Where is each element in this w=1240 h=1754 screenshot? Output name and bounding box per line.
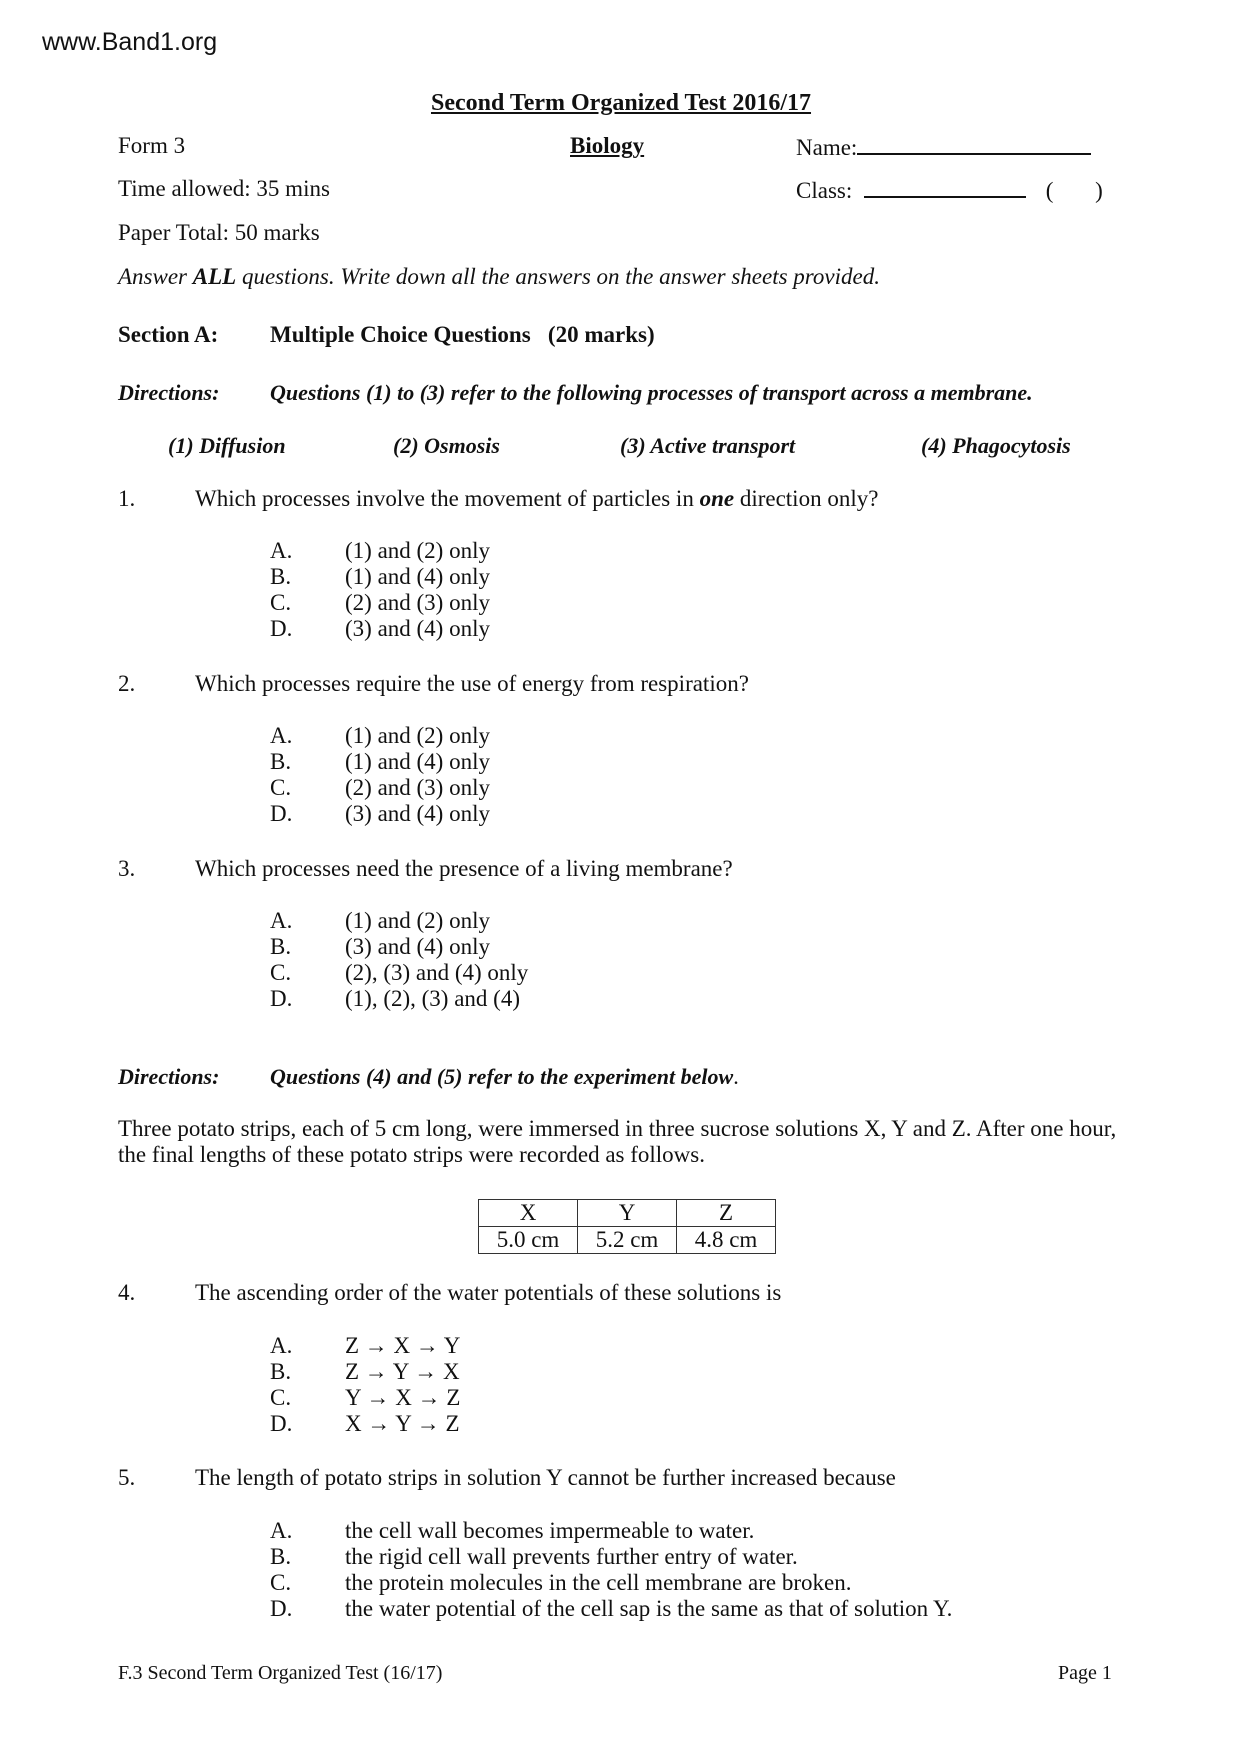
directions-1-label: Directions: xyxy=(118,380,220,405)
directions-2-text: Questions (4) and (5) refer to the experiment below. xyxy=(270,1064,739,1089)
instructions: Answer ALL questions. Write down all the answers on the answer sheets provided. xyxy=(118,264,880,289)
table-header-cell: X xyxy=(479,1200,578,1227)
process-2: (2) Osmosis xyxy=(393,433,500,458)
name-field[interactable] xyxy=(796,133,1091,161)
paper-total: Paper Total: 50 marks xyxy=(118,220,320,245)
question-number: 1. xyxy=(118,486,136,511)
name-blank[interactable] xyxy=(857,133,1091,155)
directions-1-text: Questions (1) to (3) refer to the following processes of transport across a membrane. xyxy=(270,380,1033,405)
question-text: Which processes require the use of energy from respiration? xyxy=(195,671,749,696)
table-cell: 4.8 cm xyxy=(677,1227,776,1254)
experiment-line-2: the final lengths of these potato strips were recorded as follows. xyxy=(118,1142,705,1167)
time-allowed: Time allowed: 35 mins xyxy=(118,176,330,201)
question-text: Which processes need the presence of a living membrane? xyxy=(195,856,733,881)
footer-title: F.3 Second Term Organized Test (16/17) xyxy=(118,1662,443,1684)
experiment-line-1: Three potato strips, each of 5 cm long, were immersed in three sucrose solutions X, Y and Z. After one hour, xyxy=(118,1116,1117,1141)
process-3: (3) Active transport xyxy=(620,433,796,458)
question-text: The ascending order of the water potentials of these solutions is xyxy=(195,1280,782,1305)
directions-2-label: Directions: xyxy=(118,1064,220,1089)
class-number-open: ( xyxy=(1045,178,1054,203)
section-a-label: Section A: xyxy=(118,322,219,347)
form-label: Form 3 xyxy=(118,133,186,158)
table-header-row xyxy=(479,1200,776,1227)
class-number-close: ) xyxy=(1095,178,1103,203)
process-1: (1) Diffusion xyxy=(168,433,286,458)
process-4: (4) Phagocytosis xyxy=(921,433,1071,458)
table-header-cell: Z xyxy=(677,1200,776,1227)
page-title: Second Term Organized Test 2016/17 xyxy=(430,90,812,116)
question-number: 5. xyxy=(118,1465,136,1490)
question-text: The length of potato strips in solution Y cannot be further increased because xyxy=(195,1465,896,1490)
class-blank[interactable] xyxy=(864,176,1026,198)
question-number: 3. xyxy=(118,856,136,881)
table-row xyxy=(479,1227,776,1254)
watermark: www.Band1.org xyxy=(42,28,218,56)
page-number: Page 1 xyxy=(1058,1662,1112,1684)
class-label: Class: xyxy=(796,178,853,203)
class-field[interactable] xyxy=(796,176,1103,204)
question-number: 4. xyxy=(118,1280,136,1305)
results-table xyxy=(478,1199,776,1254)
question-number: 2. xyxy=(118,671,136,696)
name-label: Name: xyxy=(796,135,858,160)
table-cell: 5.2 cm xyxy=(578,1227,677,1254)
subject-label: Biology xyxy=(570,133,645,158)
section-a-title: Multiple Choice Questions (20 marks) xyxy=(270,322,655,347)
table-cell: 5.0 cm xyxy=(479,1227,578,1254)
question-text: Which processes involve the movement of particles in one direction only? xyxy=(195,486,879,511)
table-header-cell: Y xyxy=(578,1200,677,1227)
